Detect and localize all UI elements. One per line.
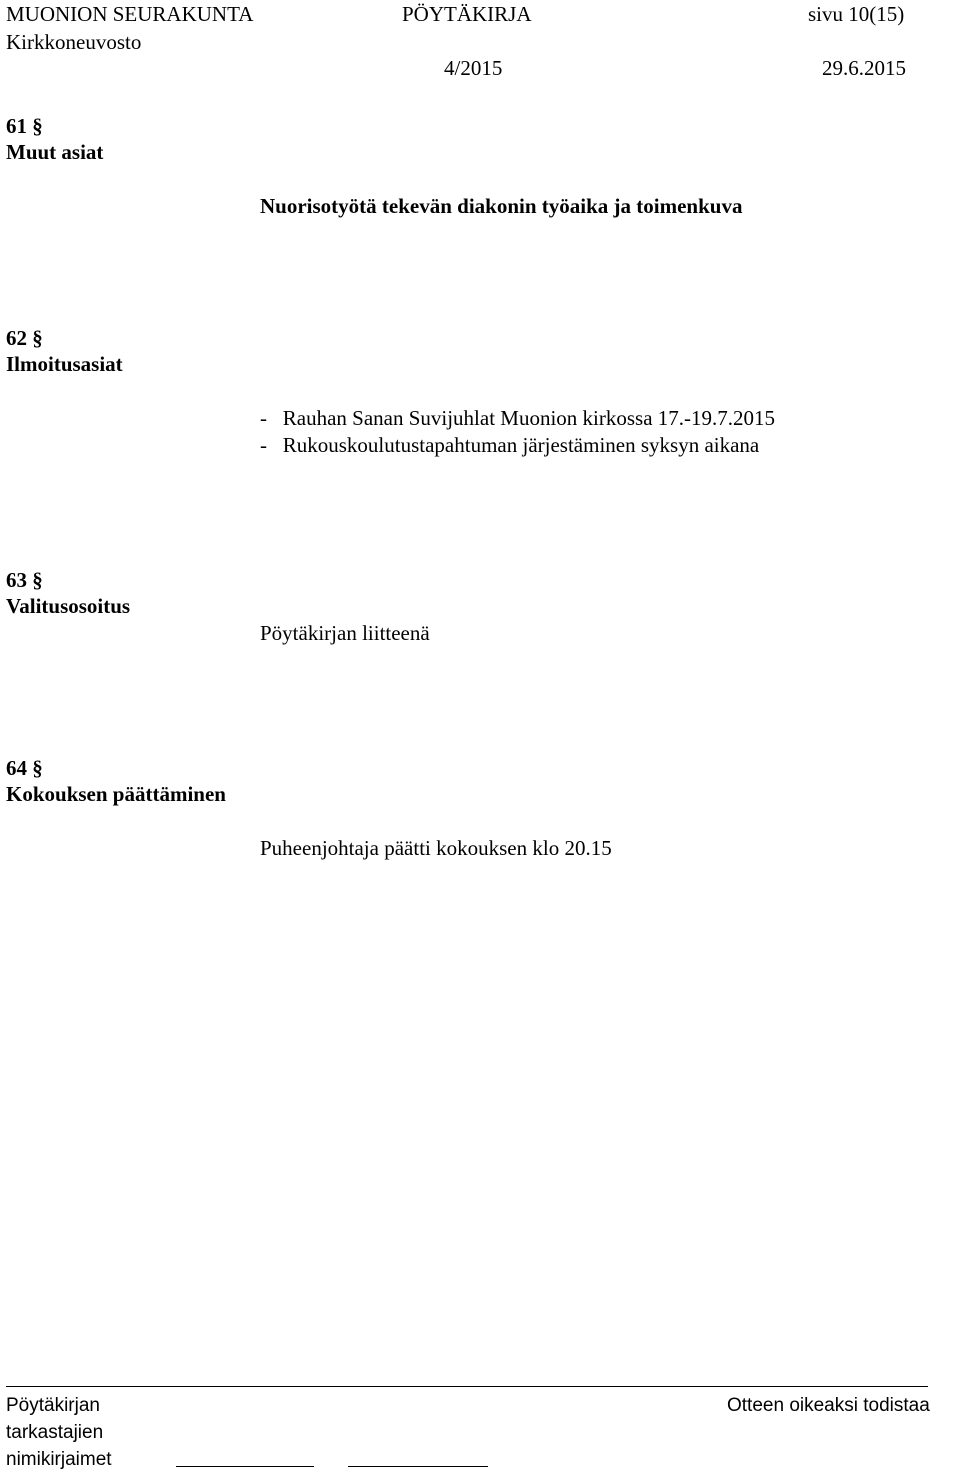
body-name: Kirkkoneuvosto [6, 30, 142, 54]
section-63-number: 63 § [6, 568, 43, 592]
section-64-title: Kokouksen päättäminen [6, 782, 226, 806]
initials-line-2 [348, 1466, 488, 1467]
section-61-subtitle: Nuorisotyötä tekevän diakonin työaika ja toimenkuva [260, 194, 743, 218]
section-64-text: Puheenjohtaja päätti kokouksen klo 20.15 [260, 836, 612, 860]
notice-item: - Rauhan Sanan Suvijuhlat Muonion kirkossa 17.-19.7.2015 [260, 406, 776, 430]
footer-divider [6, 1386, 928, 1387]
footer-certification: Otteen oikeaksi todistaa [727, 1395, 930, 1416]
footer-label-line3: nimikirjaimet [6, 1449, 112, 1470]
section-62-number: 62 § [6, 326, 43, 350]
notice-item: - Rukouskoulutustapahtuman järjestäminen syksyn aikana [260, 433, 760, 457]
footer-label-line1: Pöytäkirjan [6, 1395, 100, 1416]
section-62-title: Ilmoitusasiat [6, 352, 123, 376]
footer-label-line2: tarkastajien [6, 1422, 104, 1443]
section-61-title: Muut asiat [6, 140, 104, 164]
meeting-date: 29.6.2015 [822, 56, 906, 80]
initials-line-1 [176, 1466, 314, 1467]
document-type: PÖYTÄKIRJA [402, 2, 532, 26]
organization-name: MUONION SEURAKUNTA [6, 2, 254, 26]
meeting-number: 4/2015 [444, 56, 503, 80]
page-number: sivu 10(15) [808, 2, 905, 26]
section-64-number: 64 § [6, 756, 43, 780]
section-61-number: 61 § [6, 114, 43, 138]
section-63-title: Valitusosoitus [6, 594, 131, 618]
section-63-text: Pöytäkirjan liitteenä [260, 621, 430, 645]
